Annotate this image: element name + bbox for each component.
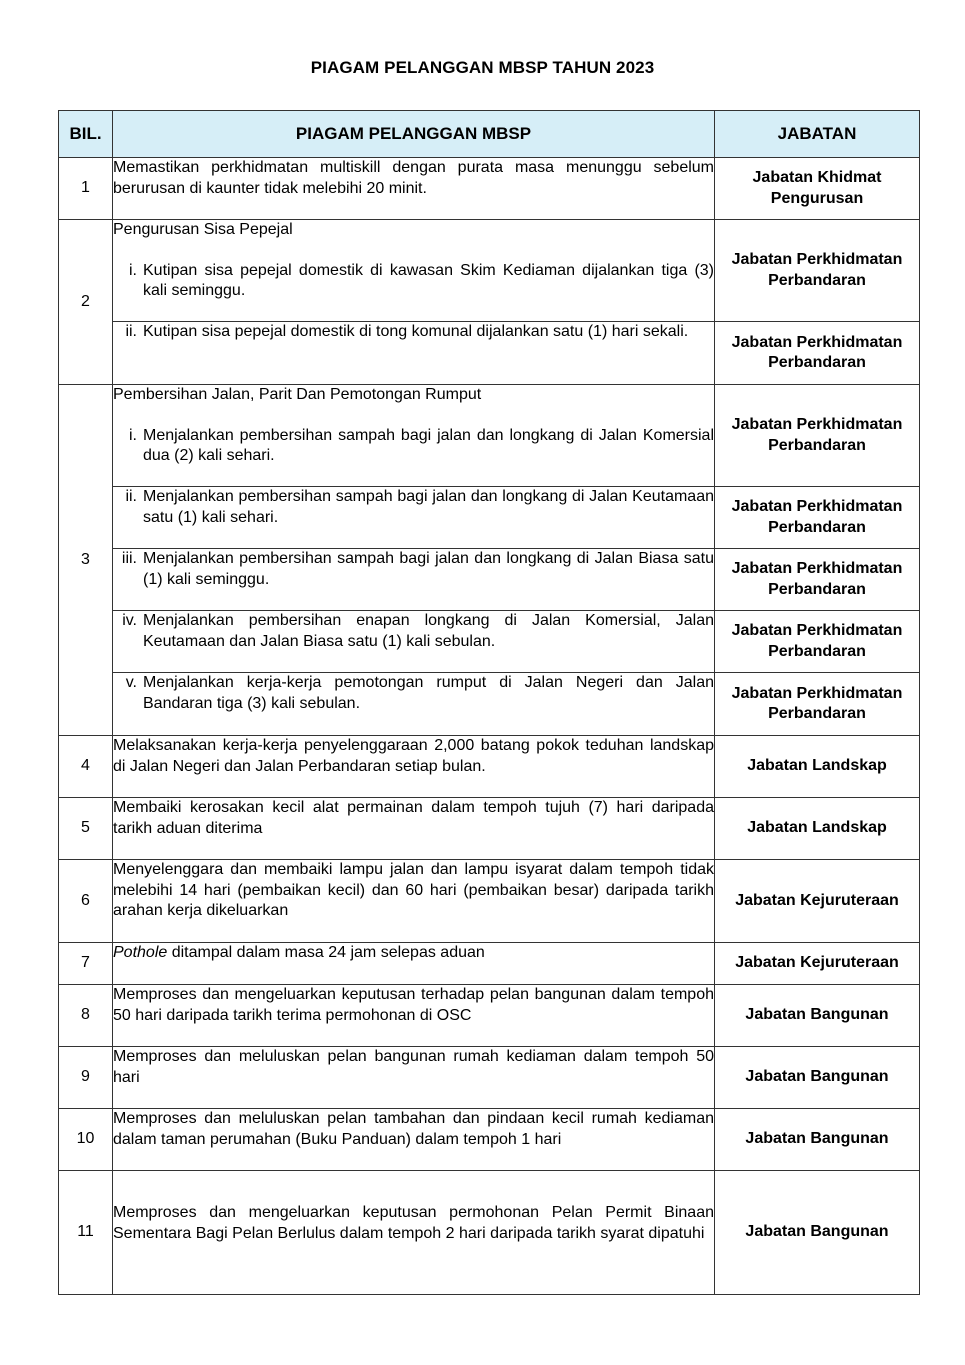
- table-row: [59, 736, 920, 798]
- row-number: 11: [59, 1171, 113, 1295]
- row-description: [113, 487, 715, 549]
- row-department: Jabatan Kejuruteraan: [715, 943, 920, 985]
- row-description: Memproses dan mengeluarkan keputusan permohonan Pelan Permit Binaan Sementara Bagi Pelan Berlulus dalam tempoh 2 hari daripada tarikh syarat dipatuhi: [113, 1171, 715, 1295]
- row-number: 4: [59, 736, 113, 798]
- sub-item-text: Kutipan sisa pepejal domestik di tong komunal dijalankan satu (1) hari sekali.: [143, 323, 689, 340]
- row-department: Jabatan Landskap: [715, 798, 920, 860]
- table-row: [59, 385, 920, 487]
- sub-item-text: Menjalankan pembersihan sampah bagi jalan dan longkang di Jalan Biasa satu (1) kali seminggu.: [143, 550, 714, 588]
- row-description: [113, 549, 715, 611]
- page-title: PIAGAM PELANGGAN MBSP TAHUN 2023: [310, 58, 655, 77]
- table-row: [59, 860, 920, 943]
- sub-item: [113, 487, 714, 528]
- table-row: [59, 1047, 920, 1109]
- sub-item: [113, 426, 714, 467]
- row-description: Memproses dan mengeluarkan keputusan terhadap pelan bangunan dalam tempoh 50 hari daripada tarikh terima permohonan di OSC: [113, 985, 715, 1047]
- sub-item-number: i.: [129, 261, 137, 279]
- row-description: [113, 611, 715, 673]
- table-row: [59, 549, 920, 611]
- table-row: [59, 158, 920, 220]
- row-description: [113, 322, 715, 385]
- sub-item: [113, 549, 714, 590]
- sub-item-text: Menjalankan pembersihan sampah bagi jalan dan longkang di Jalan Keutamaan satu (1) kali sehari.: [143, 488, 714, 526]
- header-bil: BIL.: [59, 111, 113, 158]
- sub-item-number: v.: [125, 674, 137, 691]
- row-number: 3: [59, 385, 113, 736]
- row-description: [113, 385, 715, 487]
- row-department: Jabatan Kejuruteraan: [715, 860, 920, 943]
- row-department: Jabatan Khidmat Pengurusan: [715, 158, 920, 220]
- row-description: Menyelenggara dan membaiki lampu jalan dan lampu isyarat dalam tempoh tidak melebihi 14 hari (pembaikan kecil) dan 60 hari (pembaikan besar) daripada tarikh arahan kerja dikeluarkan: [113, 860, 715, 943]
- sub-item: [113, 673, 714, 714]
- row-number: 6: [59, 860, 113, 943]
- sub-item-number: i.: [129, 426, 137, 444]
- row-department: Jabatan Bangunan: [715, 1109, 920, 1171]
- header-jabatan: JABATAN: [715, 111, 920, 158]
- row-department: Jabatan Bangunan: [715, 1047, 920, 1109]
- charter-table: [58, 110, 920, 1295]
- table-row: [59, 611, 920, 673]
- table-row: [59, 985, 920, 1047]
- table-row: [59, 1171, 920, 1295]
- row-number: 5: [59, 798, 113, 860]
- row-department: Jabatan Bangunan: [715, 985, 920, 1047]
- row-department: Jabatan Perkhidmatan Perbandaran: [715, 611, 920, 673]
- table-row: [59, 220, 920, 322]
- row-number: 7: [59, 943, 113, 985]
- row-department: Jabatan Perkhidmatan Perbandaran: [715, 487, 920, 549]
- header-piagam: PIAGAM PELANGGAN MBSP: [113, 111, 715, 158]
- row-description: Memastikan perkhidmatan multiskill dengan purata masa menunggu sebelum berurusan di kaunter tidak melebihi 20 minit.: [113, 158, 715, 220]
- sub-item: [113, 322, 714, 343]
- row-department: Jabatan Perkhidmatan Perbandaran: [715, 220, 920, 322]
- italic-term: Pothole: [113, 944, 168, 961]
- sub-item: [113, 611, 714, 652]
- sub-item-number: ii.: [125, 323, 137, 340]
- sub-item-text: Kutipan sisa pepejal domestik di kawasan Skim Kediaman dijalankan tiga (3) kali seminggu.: [143, 261, 714, 299]
- row-description: Pothole ditampal dalam masa 24 jam selepas aduan: [113, 943, 715, 985]
- sub-item-text: Menjalankan kerja-kerja pemotongan rumput di Jalan Negeri dan Jalan Bandaran tiga (3) kali sebulan.: [143, 674, 714, 712]
- row-department: Jabatan Perkhidmatan Perbandaran: [715, 673, 920, 736]
- table-row: [59, 322, 920, 385]
- row-description: [113, 673, 715, 736]
- sub-item-number: iii.: [121, 550, 137, 567]
- section-heading: Pengurusan Sisa Pepejal: [113, 221, 293, 238]
- table-row: [59, 798, 920, 860]
- sub-item-text: Menjalankan pembersihan sampah bagi jalan dan longkang di Jalan Komersial dua (2) kali sehari.: [143, 426, 714, 464]
- row-number: 10: [59, 1109, 113, 1171]
- table-row: [59, 673, 920, 736]
- row-department: Jabatan Perkhidmatan Perbandaran: [715, 385, 920, 487]
- sub-item-number: ii.: [125, 488, 137, 505]
- table-header-row: [59, 111, 920, 158]
- row-number: 8: [59, 985, 113, 1047]
- row-number: 9: [59, 1047, 113, 1109]
- row-department: Jabatan Perkhidmatan Perbandaran: [715, 322, 920, 385]
- sub-item-text: Menjalankan pembersihan enapan longkang di Jalan Komersial, Jalan Keutamaan dan Jalan Biasa satu (1) kali sebulan.: [143, 612, 714, 650]
- row-number: 2: [59, 220, 113, 385]
- row-description: [113, 220, 715, 322]
- sub-item-number: iv.: [122, 612, 137, 629]
- row-department: Jabatan Landskap: [715, 736, 920, 798]
- table-row: [59, 1109, 920, 1171]
- row-department: Jabatan Bangunan: [715, 1171, 920, 1295]
- sub-item: [113, 261, 714, 302]
- section-heading: Pembersihan Jalan, Parit Dan Pemotongan Rumput: [113, 386, 482, 403]
- row-description: Membaiki kerosakan kecil alat permainan dalam tempoh tujuh (7) hari daripada tarikh aduan diterima: [113, 798, 715, 860]
- row-number: 1: [59, 158, 113, 220]
- table-row: [59, 487, 920, 549]
- row-department: Jabatan Perkhidmatan Perbandaran: [715, 549, 920, 611]
- table-row: [59, 943, 920, 985]
- row-description: Melaksanakan kerja-kerja penyelenggaraan 2,000 batang pokok teduhan landskap di Jalan Negeri dan Jalan Perbandaran setiap bulan.: [113, 736, 715, 798]
- row-description: Memproses dan meluluskan pelan tambahan dan pindaan kecil rumah kediaman dalam taman perumahan (Buku Panduan) dalam tempoh 1 hari: [113, 1109, 715, 1171]
- row-description: Memproses dan meluluskan pelan bangunan rumah kediaman dalam tempoh 50 hari: [113, 1047, 715, 1109]
